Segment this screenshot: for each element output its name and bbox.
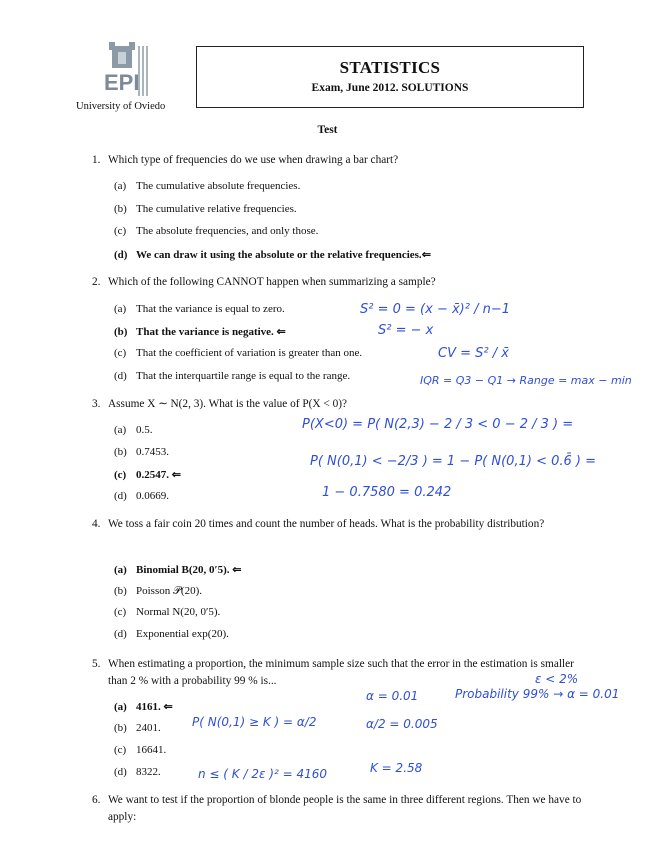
option: (b) The cumulative relative frequencies. [114, 203, 297, 215]
hw-q5-prob: Probability 99% → α = 0.01 [455, 687, 620, 701]
option: (d) 0.0669. [114, 490, 169, 502]
question-1 [92, 152, 596, 169]
question-2: 2. Which of the following CANNOT happen when summarizing a sample? [92, 276, 436, 288]
hw-q5-alpha: α = 0.01 [366, 689, 419, 703]
option: (b) Poisson 𝒫(20). [114, 585, 202, 597]
hw-q3-line2: P( N(0,1) < −2/3 ) = 1 − P( N(0,1) < 0.6̄ ) = [310, 454, 596, 469]
hw-q2-variance-negative: S² = − x [378, 323, 434, 338]
question-3: 3. Assume X ∼ N(2, 3). What is the value of P(X < 0)? [92, 398, 348, 410]
option-correct: (a) Binomial B(20, 0′5). ⇐ [114, 564, 242, 576]
hw-q5-n: n ≤ ( K / 2ε )² = 4160 [198, 767, 327, 781]
section-heading: Test [317, 124, 338, 136]
option-correct: (b) That the variance is negative. ⇐ [114, 326, 286, 338]
option: (a) The cumulative absolute frequencies. [114, 180, 301, 192]
hw-q3-line3: 1 − 0.7580 = 0.242 [322, 485, 452, 500]
option: (a) 0.5. [114, 424, 153, 436]
question-5: 5. When estimating a proportion, the minimum sample size such that the error in the estimation is smaller than 2 % with a probability 99 % is... [92, 658, 574, 687]
option: (c) 16641. [114, 744, 167, 756]
hw-q3-line1: P(X<0) = P( N(2,3) − 2 / 3 < 0 − 2 / 3 ) = [302, 417, 574, 432]
question-text: Which type of frequencies do we use when drawing a bar chart? [108, 154, 399, 166]
university-logo [98, 42, 152, 98]
option: (b) 0.7453. [114, 446, 169, 458]
option: (d) Exponential exp(20). [114, 628, 229, 640]
answer-arrow: ⇐ [163, 701, 173, 713]
page-title: STATISTICS [339, 58, 441, 77]
option-correct: (c) 0.2547. ⇐ [114, 469, 181, 481]
page-subtitle: Exam, June 2012. SOLUTIONS [311, 82, 469, 94]
answer-arrow: ⇐ [421, 249, 431, 261]
option: (c) The absolute frequencies, and only those. [114, 225, 319, 237]
hw-q5-pn: P( N(0,1) ≥ K ) = α/2 [192, 715, 317, 729]
option: (d) That the interquartile range is equal to the range. [114, 370, 351, 382]
answer-arrow: ⇐ [232, 564, 242, 576]
title-box [196, 46, 584, 108]
option: (c) Normal N(20, 0′5). [114, 606, 221, 618]
answer-arrow: ⇐ [276, 326, 286, 338]
option: (c) That the coefficient of variation is greater than one. [114, 347, 363, 359]
option: (a) That the variance is equal to zero. [114, 303, 285, 315]
question-number: 1. [92, 154, 101, 166]
hw-q5-eps: ε < 2% [535, 672, 579, 686]
hw-q2-iqr: IQR = Q3 − Q1 → Range = max − min [420, 374, 632, 387]
university-name: University of Oviedo [76, 101, 166, 112]
option-correct: (d) We can draw it using the absolute or the relative frequencies.⇐ [114, 249, 431, 261]
option: (d) 8322. [114, 766, 161, 778]
hw-q2-variance-zero: S² = 0 = (x − x̄)² / n−1 [360, 302, 510, 317]
question-4: 4. We toss a fair coin 20 times and count the number of heads. What is the probability distribution? [92, 518, 545, 530]
question-6: 6. We want to test if the proportion of blonde people is the same in three different regions. Then we have to apply: [92, 794, 582, 823]
logo-text: EPI [104, 70, 140, 95]
option-correct: (a) 4161. ⇐ [114, 701, 173, 713]
hw-q5-k: K = 2.58 [370, 761, 423, 775]
answer-arrow: ⇐ [171, 469, 181, 481]
option: (b) 2401. [114, 722, 161, 734]
hw-q5-half-alpha: α/2 = 0.005 [366, 717, 438, 731]
hw-q2-cv: CV = S² / x̄ [438, 346, 509, 361]
